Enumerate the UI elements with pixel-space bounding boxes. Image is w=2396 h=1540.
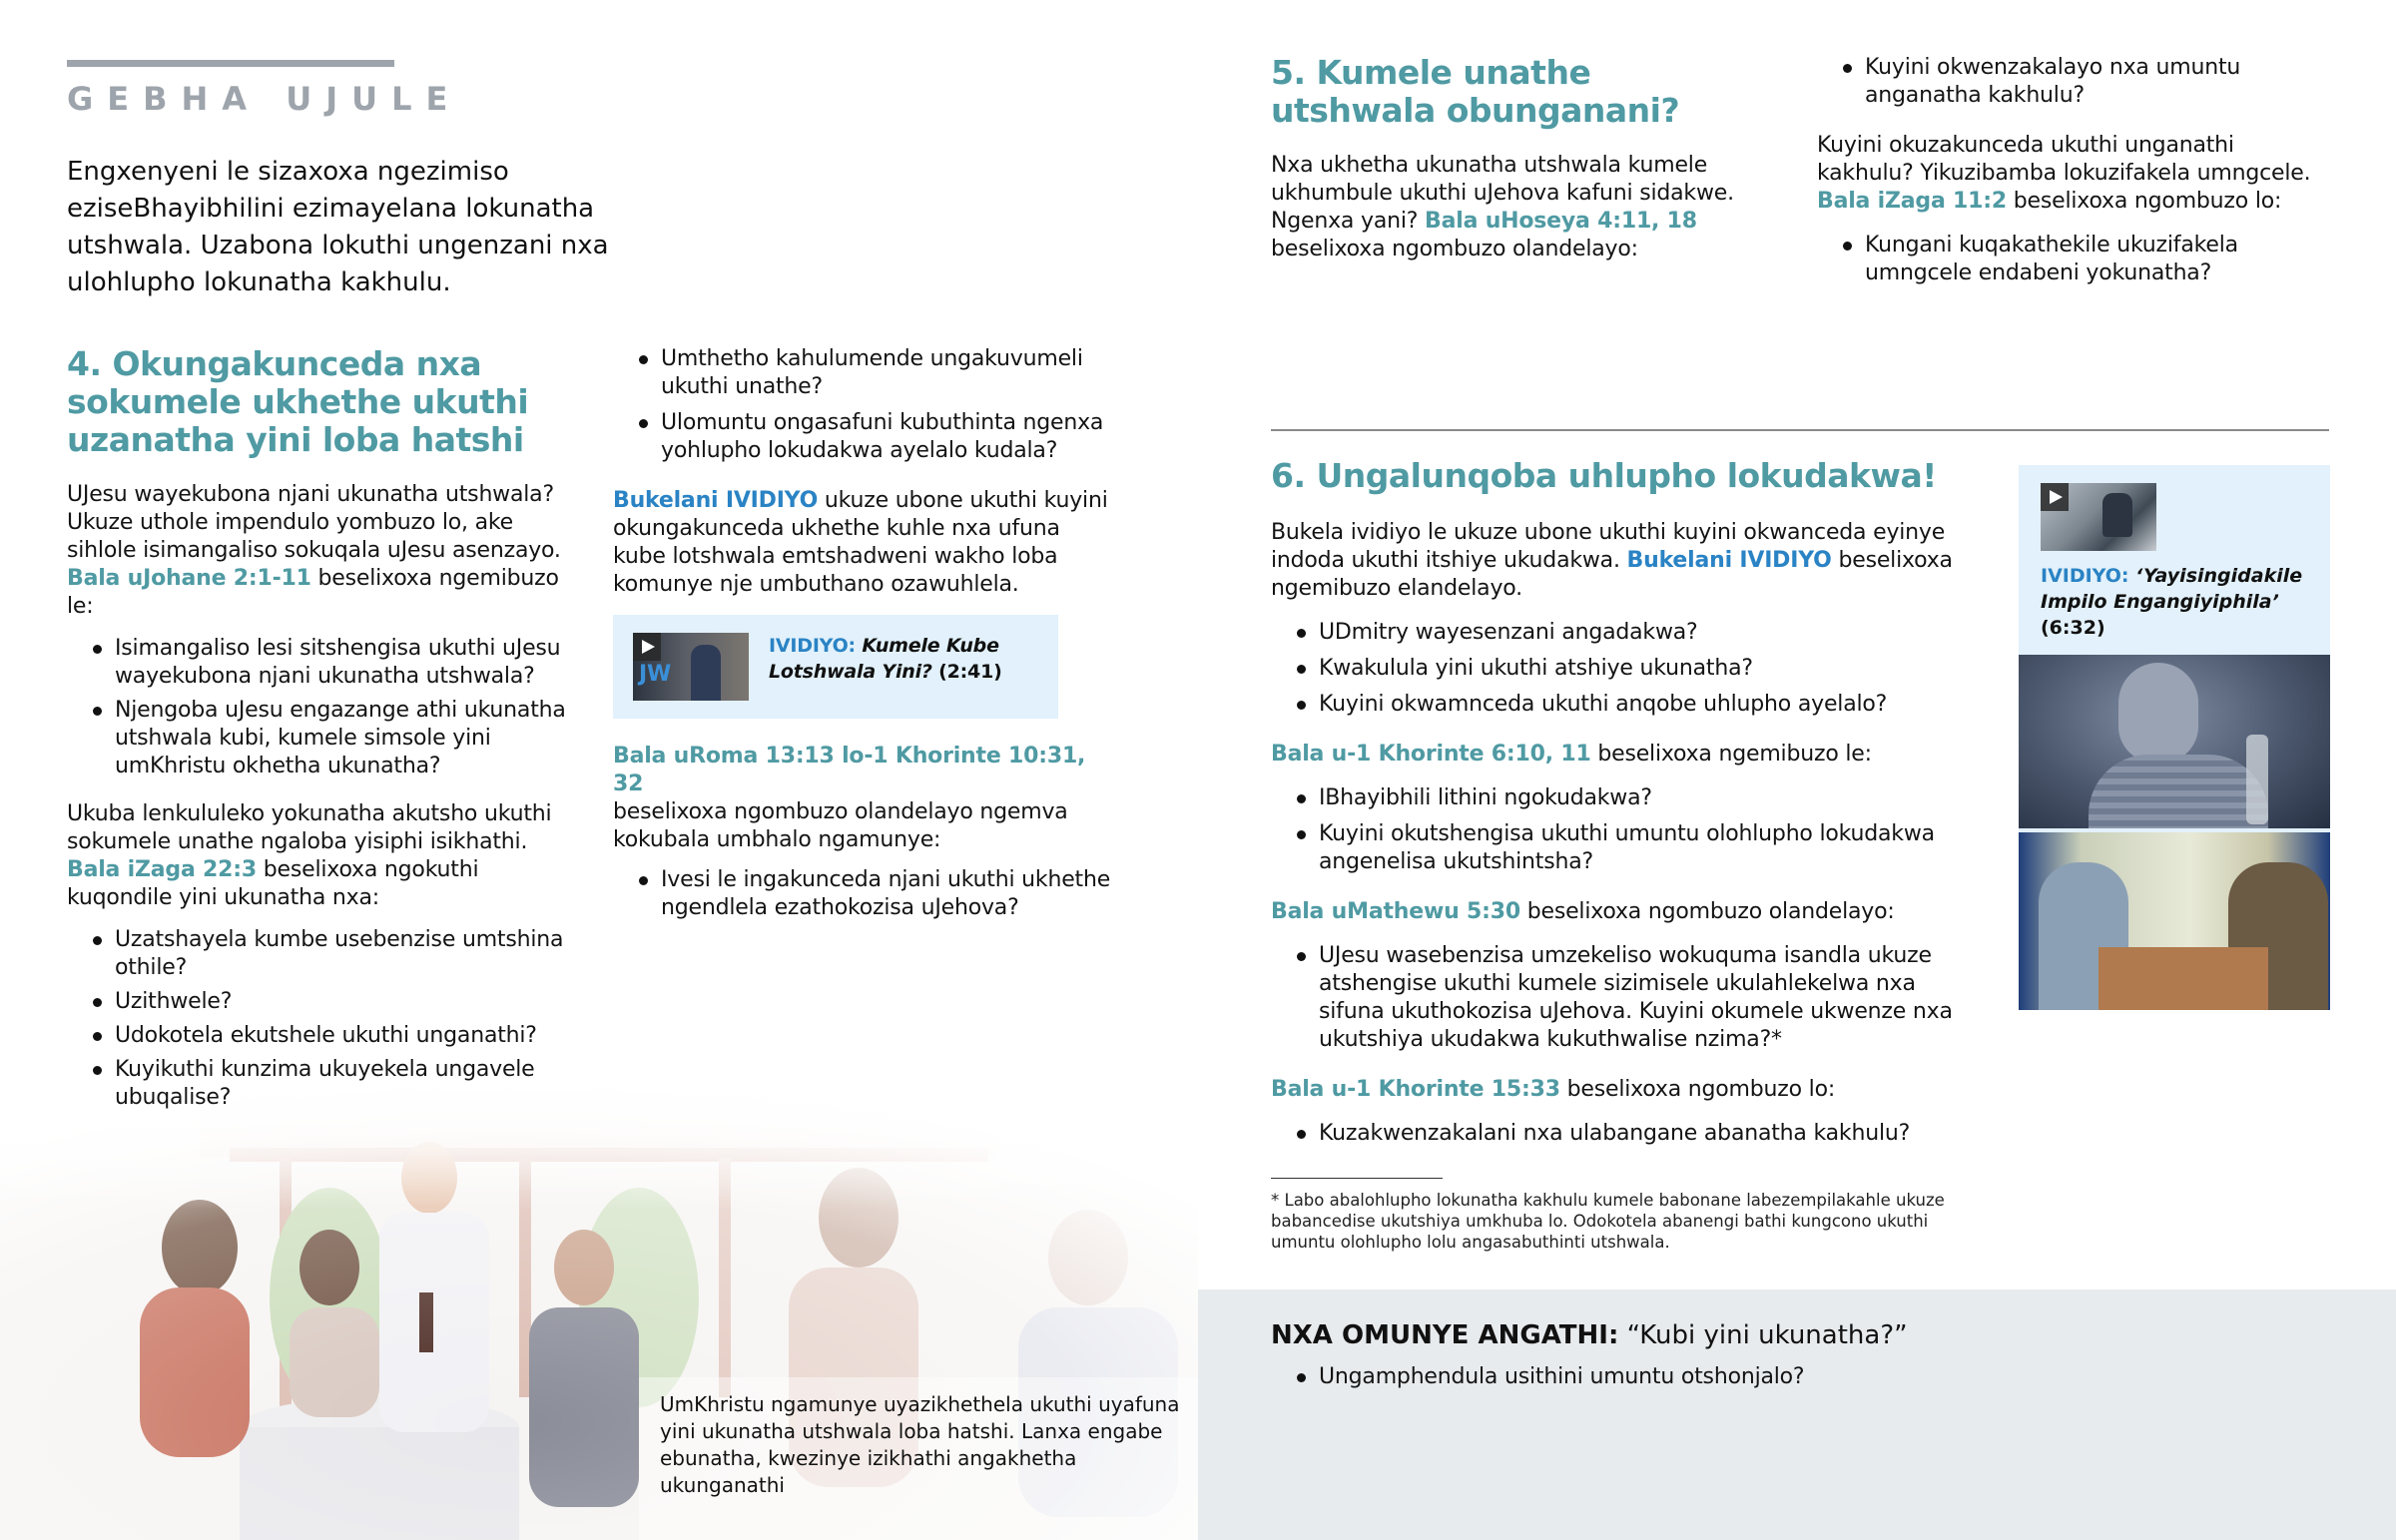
- list-item: Uzithwele?: [67, 988, 586, 1016]
- video-card-dmitry[interactable]: [2019, 465, 2330, 1010]
- scripture-link-corinthians-6[interactable]: Bala u-1 Khorinte 6:10, 11: [1271, 742, 1591, 767]
- objection-label: NXA OMUNYE ANGATHI:: [1271, 1320, 1619, 1350]
- section-6-question-list-3: [1271, 942, 1970, 1054]
- list-item: UDmitry wayesenzani angadakwa?: [1271, 619, 1970, 647]
- section-5-question-list-2: [1817, 232, 2336, 287]
- scripture-link-proverbs-11[interactable]: Bala iZaga 11:2: [1817, 189, 2007, 214]
- list-item: Njengoba uJesu engazange athi ukunatha utshwala kubi, kumele simsole yini umKhristu okhetha ukunatha?: [67, 697, 586, 780]
- objection-question-list: [1271, 1363, 2070, 1399]
- section-6-main: [1271, 457, 1970, 1156]
- list-item: Kwakulula yini ukuthi atshiye ukunatha?: [1271, 655, 1970, 683]
- list-item: Kuyini okwenzakalayo nxa umuntu anganatha kakhulu?: [1817, 54, 2336, 110]
- striped-sweater: [2089, 755, 2268, 828]
- list-item: Udokotela ekutshele ukuthi unganathi?: [67, 1022, 586, 1050]
- scripture-link-proverbs[interactable]: Bala iZaga 22:3: [67, 857, 257, 882]
- footnote-rule: [1271, 1178, 1443, 1179]
- video-duration: (6:32): [2041, 617, 2105, 639]
- photo-man-with-bottle: [2019, 655, 2330, 828]
- objection-quote: “Kubi yini ukunatha?”: [1626, 1320, 1908, 1350]
- section-top-rule: [67, 60, 394, 67]
- objection-title: [1271, 1319, 1908, 1351]
- section-5-paragraph-1: Nxa ukhetha ukunatha utshwala kumele ukhumbule ukuthi uJehova kafuni sidakwe. Ngenxa yani? Bala uHoseya 4:11, 18 beselixoxa ngombuzo olandelayo:: [1271, 153, 1734, 261]
- section-4-paragraph-4: Bala uRoma 13:13 lo-1 Khorinte 10:31, 32 beselixoxa ngombuzo olandelayo ngemva kokubala umbhalo ngamunye:: [613, 743, 1112, 854]
- section-4-column-2: [613, 345, 1112, 930]
- scripture-link-matthew[interactable]: Bala uMathewu 5:30: [1271, 899, 1520, 924]
- video-thumbnail[interactable]: [633, 633, 749, 701]
- section-divider: [1271, 429, 2329, 431]
- video-title: ‘Yayisingidakile Impilo Engangiyiphila’: [2041, 565, 2303, 613]
- section-5-question-list-1: [1817, 54, 2336, 110]
- video-label: IVIDIYO: ‘Yayisingidakile Impilo Engangiyiphila’ (6:32): [2041, 565, 2303, 639]
- scripture-link-john[interactable]: Bala uJohane 2:1-11: [67, 566, 311, 591]
- section-4-question-list-3: [613, 866, 1112, 922]
- list-item: Kuyini okutshengisa ukuthi umuntu olohlupho lokudakwa angenelisa ukutshintsha?: [1271, 820, 1970, 876]
- section-4-question-list-2: [67, 926, 586, 1112]
- section-6-question-list-1: [1271, 619, 1970, 719]
- sitting-man-figure: [2102, 493, 2132, 537]
- section-4-paragraph-3: Bukelani IVIDIYO ukuze ubone ukuthi kuyini okungakunceda ukhethe kuhle nxa ufuna kube lotshwala emtshadweni wakho loba komunye nje umbuthano ozawuhlela.: [613, 488, 1108, 597]
- section-6-title: 6. Ungalunqoba uhlupho lokudakwa!: [1271, 456, 1937, 495]
- video-thumbnail[interactable]: [2041, 483, 2156, 551]
- section-4-question-list-2-continued: [613, 345, 1112, 465]
- section-6-paragraph-3: Bala uMathewu 5:30 beselixoxa ngombuzo olandelayo:: [1271, 899, 1895, 924]
- list-item: Uzatshayela kumbe usebenzise umtshina othile?: [67, 926, 586, 982]
- illustration-caption: UmKhristu ngamunye uyazikhethela ukuthi uyafuna yini ukunatha utshwala loba hatshi. Lanxa engabe ebunatha, kwezinye izikhathi angakhetha ukunganathi: [660, 1392, 1180, 1497]
- section-6-paragraph-2: Bala u-1 Khorinte 6:10, 11 beselixoxa ngemibuzo le:: [1271, 742, 1872, 767]
- man-head: [2118, 663, 2198, 763]
- section-5-paragraph-2: Kuyini okuzakunceda ukuthi unganathi kakhulu? Yikuzibamba lokuzifakela umngcele. Bala iZaga 11:2 beselixoxa ngombuzo lo:: [1817, 133, 2311, 214]
- watch-video-link[interactable]: Bukelani IVIDIYO: [613, 488, 819, 513]
- play-icon[interactable]: [2041, 483, 2069, 511]
- list-item: Isimangaliso lesi sitshengisa ukuthi uJesu wayekubona njani ukunatha utshwala?: [67, 635, 586, 691]
- section-4-question-list-1: [67, 635, 586, 780]
- section-6-question-list-2: [1271, 784, 1970, 876]
- scripture-link-corinthians-15[interactable]: Bala u-1 Khorinte 15:33: [1271, 1077, 1560, 1102]
- section-4-paragraph-1: UJesu wayekubona njani ukunatha utshwala? Ukuze uthole impendulo yombuzo lo, ake sihlole isimangaliso sokuqala uJesu asenzayo. Bala uJohane 2:1-11 beselixoxa ngemibuzo le:: [67, 482, 561, 619]
- list-item: Kungani kuqakathekile ukuzifakela umngcele endabeni yokunatha?: [1817, 232, 2336, 287]
- list-item: Ungamphendula usithini umuntu otshonjalo?: [1271, 1363, 2070, 1391]
- section-5-column-1: [1271, 54, 1740, 263]
- list-item: Kuzakwenzakalani nxa ulabangane abanatha kakhulu?: [1271, 1120, 1970, 1148]
- scripture-link-hosea[interactable]: Bala uHoseya 4:11, 18: [1425, 209, 1697, 234]
- photo-family-study: [2019, 832, 2330, 1010]
- video-label: IVIDIYO: Kumele Kube Lotshwala Yini? (2:41): [769, 635, 1002, 683]
- table: [2098, 947, 2268, 1010]
- section-4-column-1: [67, 345, 586, 1118]
- footnote: * Labo abalohlupho lokunatha kakhulu kumele babonane labezempilakahle ukuze babancedise ukutshiya umkhuba lo. Odokotela abanengi bathi kungcono ukuthi umuntu olohlupho lolu angasabuthinti utshwala.: [1271, 1191, 1945, 1252]
- play-icon[interactable]: [633, 633, 661, 661]
- jw-logo: JW: [639, 662, 672, 687]
- video-title: Kumele Kube Lotshwala Yini?: [769, 635, 999, 683]
- section-6-paragraph-1: Bukela ividiyo le ukuze ubone ukuthi kuyini okwanceda eyinye indoda ukuthi itshiye ukudakwa. Bukelani IVIDIYO beselixoxa ngemibuzo elandelayo.: [1271, 520, 1953, 601]
- intro-paragraph: Engxenyeni le sizaxoxa ngezimiso eziseBhayibhilini ezimayelana lokunatha utshwala. Uzabona lokuthi ungenzani nxa ulohlupho lokunatha kakhulu.: [67, 157, 609, 297]
- watch-video-link[interactable]: Bukelani IVIDIYO: [1626, 548, 1832, 573]
- scripture-link-romans-corinthians[interactable]: Bala uRoma 13:13 lo-1 Khorinte 10:31, 32: [613, 744, 1086, 796]
- section-5-title: 5. Kumele unathe utshwala obunganani?: [1271, 53, 1680, 130]
- list-item: Kuyini okwamnceda ukuthi anqobe uhlupho ayelalo?: [1271, 691, 1970, 719]
- list-item: Kuyikuthi kunzima ukuyekela ungavele ubuqalise?: [67, 1056, 586, 1112]
- section-5-column-2: [1817, 54, 2336, 295]
- list-item: UJesu wasebenzisa umzekeliso wokuquma isandla ukuze atshengise ukuthi kumele sizimisele ukulahlekelwa nxa sifuna ukuthokozisa uJehova. Kuyini okumele ukwenze nxa ukutshiya ukudakwa kukuthwalise nzima?*: [1271, 942, 1970, 1054]
- video-card-wedding[interactable]: [613, 615, 1058, 719]
- section-4-title: 4. Okungakunceda nxa sokumele ukhethe ukuthi uzanatha yini loba hatshi: [67, 344, 529, 459]
- video-duration: (2:41): [938, 661, 1002, 683]
- list-item: IBhayibhili lithini ngokudakwa?: [1271, 784, 1970, 812]
- presenter-figure: [691, 645, 721, 701]
- section-4-paragraph-2: Ukuba lenkululeko yokunatha akutsho ukuthi sokumele unathe ngaloba yisiphi isikhathi. Bala iZaga 22:3 beselixoxa ngokuthi kuqondile yini ukunatha nxa:: [67, 801, 552, 910]
- section-label: GEBHA UJULE: [67, 80, 462, 118]
- list-item: Ulomuntu ongasafuni kubuthinta ngenxa yohlupho lokudakwa ayelalo kudala?: [613, 409, 1112, 465]
- list-item: Umthetho kahulumende ungakuvumeli ukuthi unathe?: [613, 345, 1112, 401]
- list-item: Ivesi le ingakunceda njani ukuthi ukhethe ngendlela ezathokozisa uJehova?: [613, 866, 1112, 922]
- section-6-question-list-4: [1271, 1120, 1970, 1148]
- bottle: [2246, 735, 2268, 824]
- section-6-paragraph-4: Bala u-1 Khorinte 15:33 beselixoxa ngombuzo lo:: [1271, 1077, 1836, 1102]
